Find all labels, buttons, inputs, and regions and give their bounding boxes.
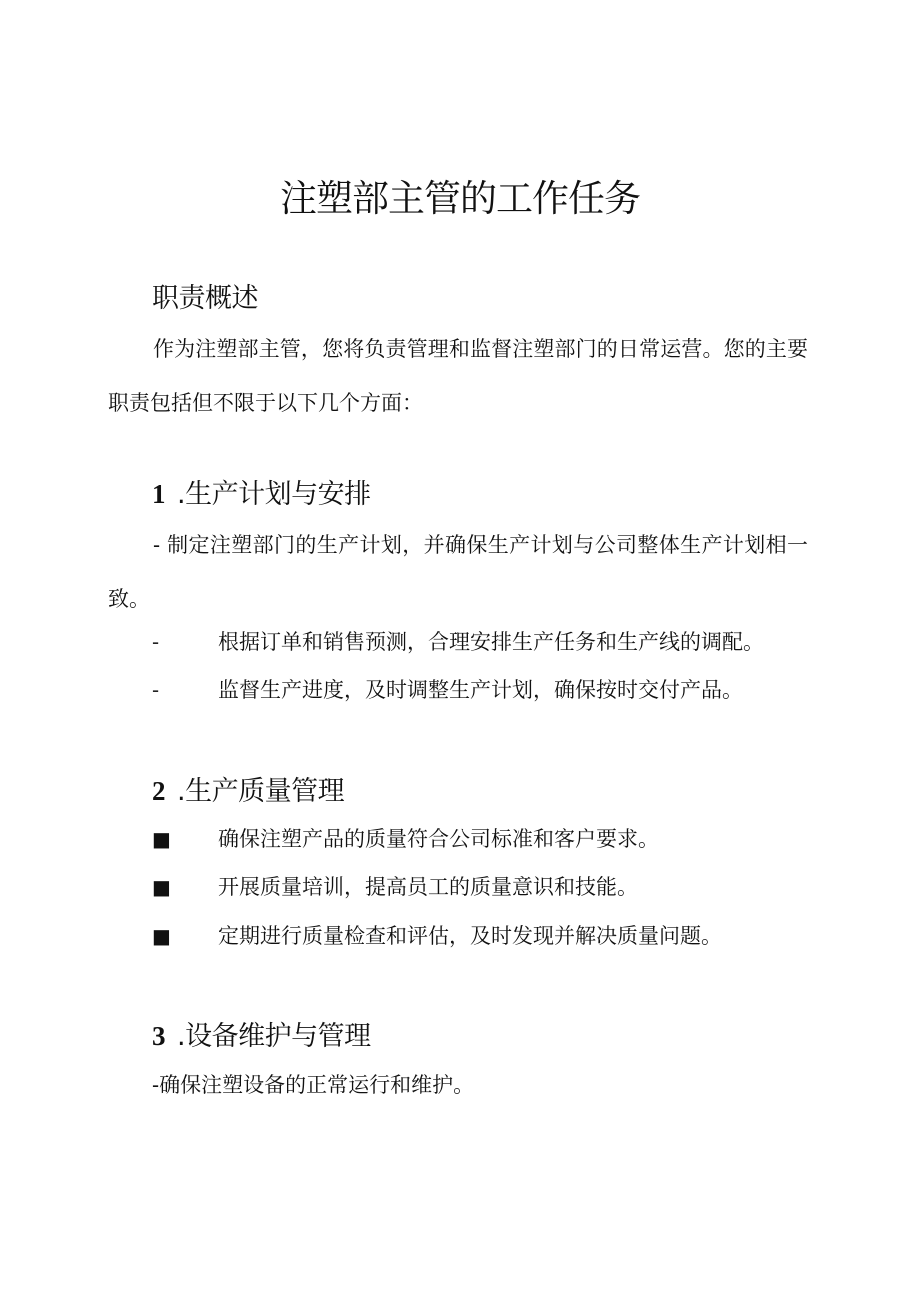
- square-bullet-icon: ■: [152, 827, 171, 851]
- section-3-title: .设备维护与管理: [177, 1021, 371, 1052]
- section-3-heading: [152, 1016, 371, 1057]
- section-2-item-2: [152, 872, 638, 902]
- square-bullet-icon: ■: [152, 924, 171, 948]
- overview-heading: 职责概述: [152, 283, 258, 314]
- section-2-item-3: [152, 921, 722, 951]
- section-1-title: .生产计划与安排: [177, 479, 371, 510]
- section-3-item-1: -确保注塑设备的正常运行和维护。: [152, 1073, 475, 1097]
- section-2-title: .生产质量管理: [177, 776, 345, 807]
- square-bullet-icon: ■: [152, 875, 171, 899]
- section-2-item-1: [152, 824, 659, 854]
- section-1-item-3-text: 监督生产进度，及时调整生产计划，确保按时交付产品。: [218, 678, 743, 702]
- section-1-heading: [152, 474, 371, 515]
- section-2-item-3-text: 定期进行质量检查和评估，及时发现并解决质量问题。: [218, 924, 722, 948]
- section-1-item-3: [152, 675, 743, 705]
- dash-marker: -: [152, 630, 160, 654]
- overview-text: 作为注塑部主管，您将负责管理和监督注塑部门的日常运营。您的主要职责包括但不限于以下几个方面：: [108, 337, 808, 415]
- section-2-item-1-text: 确保注塑产品的质量符合公司标准和客户要求。: [218, 827, 659, 851]
- section-2-heading: [152, 771, 344, 812]
- section-1-number: 1: [152, 479, 165, 509]
- section-2-item-2-text: 开展质量培训，提高员工的质量意识和技能。: [218, 875, 638, 899]
- section-2-number: 2: [152, 776, 165, 806]
- section-1-item-1: - 制定注塑部门的生产计划，并确保生产计划与公司整体生产计划相一致。: [108, 533, 808, 611]
- document-title: 注塑部主管的工作任务: [280, 177, 640, 220]
- dash-marker: -: [152, 678, 160, 702]
- section-1-item-2-text: 根据订单和销售预测，合理安排生产任务和生产线的调配。: [218, 630, 764, 654]
- section-1-item-2: [152, 627, 764, 657]
- section-3-number: 3: [152, 1021, 165, 1051]
